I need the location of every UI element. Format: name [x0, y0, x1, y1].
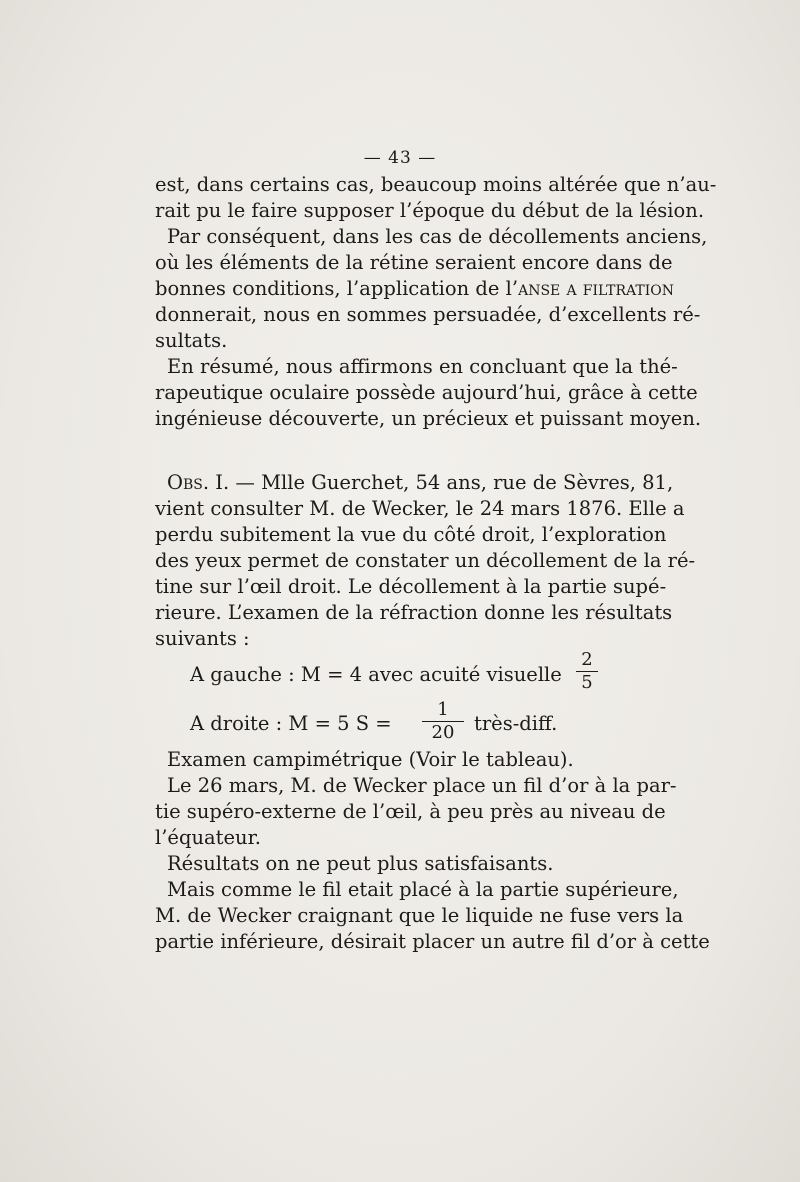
obs-heading-rest: . I. — Mlle Guerchet, 54 ans, rue de Sèvres, 81,: [202, 471, 674, 494]
fraction-right-eye: [422, 700, 464, 743]
text-line: M. de Wecker craignant que le liquide ne fuse vers la: [155, 904, 684, 927]
obs-label-sc: bs: [183, 471, 203, 494]
formula-right-suffix: très-diff.: [474, 712, 558, 735]
text-line: sultats.: [155, 329, 228, 352]
text-line: rieure. L’examen de la réfraction donne les résultats: [155, 601, 673, 624]
text-line: rait pu le faire supposer l’époque du début de la lésion.: [155, 199, 705, 222]
obs-label-first: O: [167, 471, 183, 494]
observation-block: [155, 470, 696, 652]
text-line: tine sur l’œil droit. Le décollement à la partie supé-: [155, 575, 667, 598]
text-line: vient consulter M. de Wecker, le 24 mars 1876. Elle a: [155, 497, 685, 520]
obs-label: [167, 471, 203, 494]
text-line: Le 26 mars, M. de Wecker place un fil d’or à la par-: [167, 774, 677, 797]
text-line: Résultats on ne peut plus satisfaisants.: [167, 852, 554, 875]
text-line: Par conséquent, dans les cas de décollements anciens,: [167, 225, 708, 248]
anse-filtration-term: anse a filtration: [518, 277, 674, 300]
text-line: donnerait, nous en sommes persuadée, d’excellents ré-: [155, 303, 701, 326]
text-line: En résumé, nous affirmons en concluant que la thé-: [167, 355, 678, 378]
text-line: suivants :: [155, 627, 250, 650]
fraction-numerator: 2: [581, 649, 593, 670]
formula-right-eye: A droite : M = 5 S =: [190, 712, 392, 735]
observation-heading-line: [155, 470, 674, 496]
text-line: ingénieuse découverte, un précieux et puissant moyen.: [155, 407, 702, 430]
fraction-left-eye: [576, 650, 598, 693]
text-line: où les éléments de la rétine seraient encore dans de: [155, 251, 673, 274]
text-line: est, dans certains cas, beaucoup moins altérée que n’au-: [155, 173, 717, 196]
fraction-denominator: 20: [431, 722, 455, 743]
text-fragment: bonnes conditions, l’application de l’: [155, 277, 519, 300]
text-line: [155, 276, 674, 302]
page-number: — 43 —: [363, 148, 437, 168]
text-line: partie inférieure, désirait placer un autre fil d’or à cette: [155, 930, 710, 953]
text-line: perdu subitement la vue du côté droit, l’exploration: [155, 523, 667, 546]
body-text-bottom: [155, 747, 710, 955]
text-line: tie supéro-externe de l’œil, à peu près au niveau de: [155, 800, 666, 823]
text-line: Mais comme le fil etait placé à la partie supérieure,: [167, 878, 679, 901]
fraction-denominator: 5: [581, 672, 593, 693]
fraction-numerator: 1: [437, 699, 449, 720]
text-line: l’équateur.: [155, 826, 261, 849]
text-line: rapeutique oculaire possède aujourd’hui, grâce à cette: [155, 381, 698, 404]
formula-left-eye: A gauche : M = 4 avec acuité visuelle: [190, 663, 562, 686]
text-line: Examen campimétrique (Voir le tableau).: [167, 748, 574, 771]
body-text-top: [155, 172, 717, 432]
text-line: des yeux permet de constater un décollement de la ré-: [155, 549, 696, 572]
